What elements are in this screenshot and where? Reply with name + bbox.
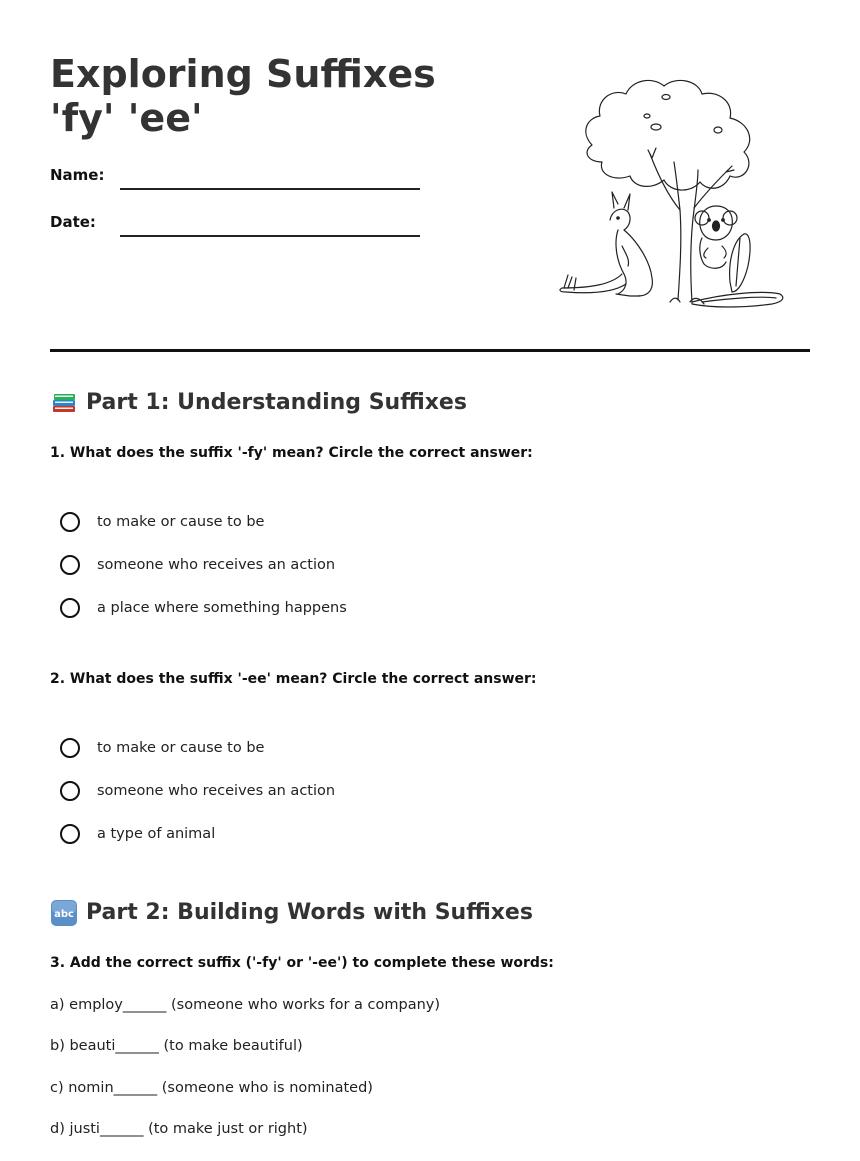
answer-circle[interactable] [60, 824, 80, 844]
option-label: someone who receives an action [97, 783, 336, 799]
option-label: a place where something happens [97, 600, 347, 616]
option-label: to make or cause to be [97, 514, 265, 530]
option-label: to make or cause to be [97, 740, 265, 756]
fill-item-c[interactable]: c) nomin______ (someone who is nominated) [50, 1080, 373, 1096]
answer-circle[interactable] [60, 555, 80, 575]
question-3: 3. Add the correct suffix ('-fy' or '-ee') to complete these words: [50, 955, 554, 971]
name-label: Name: [50, 166, 105, 184]
part2-title: Part 2: Building Words with Suffixes [86, 900, 533, 925]
date-line[interactable] [120, 235, 420, 237]
part2-heading [50, 898, 533, 928]
worksheet-title: Exploring Suffixes 'fy' 'ee' [50, 52, 436, 140]
abc-icon [50, 899, 78, 927]
q2-option-1[interactable] [60, 738, 264, 758]
name-field [50, 166, 430, 190]
answer-circle[interactable] [60, 738, 80, 758]
answer-circle[interactable] [60, 512, 80, 532]
q1-option-3[interactable] [60, 598, 347, 618]
name-line[interactable] [120, 188, 420, 190]
date-field [50, 213, 430, 237]
option-label: a type of animal [97, 826, 216, 842]
fill-item-b[interactable]: b) beauti______ (to make beautiful) [50, 1038, 303, 1054]
part1-title: Part 1: Understanding Suffixes [86, 390, 467, 415]
q2-option-2[interactable] [60, 781, 335, 801]
q2-option-3[interactable] [60, 824, 215, 844]
fill-item-a[interactable]: a) employ______ (someone who works for a company) [50, 997, 441, 1013]
option-label: someone who receives an action [97, 557, 336, 573]
svg-text:abc: abc [54, 909, 74, 920]
date-label: Date: [50, 213, 96, 231]
part1-heading [50, 388, 467, 418]
question-1: 1. What does the suffix '-fy' mean? Circle the correct answer: [50, 445, 533, 461]
books-icon [50, 389, 78, 417]
tree-animals-illustration [552, 70, 792, 315]
question-2: 2. What does the suffix '-ee' mean? Circle the correct answer: [50, 671, 537, 687]
fill-item-d[interactable]: d) justi______ (to make just or right) [50, 1121, 308, 1137]
section-divider [50, 349, 810, 352]
q1-option-2[interactable] [60, 555, 335, 575]
answer-circle[interactable] [60, 598, 80, 618]
q1-option-1[interactable] [60, 512, 264, 532]
answer-circle[interactable] [60, 781, 80, 801]
